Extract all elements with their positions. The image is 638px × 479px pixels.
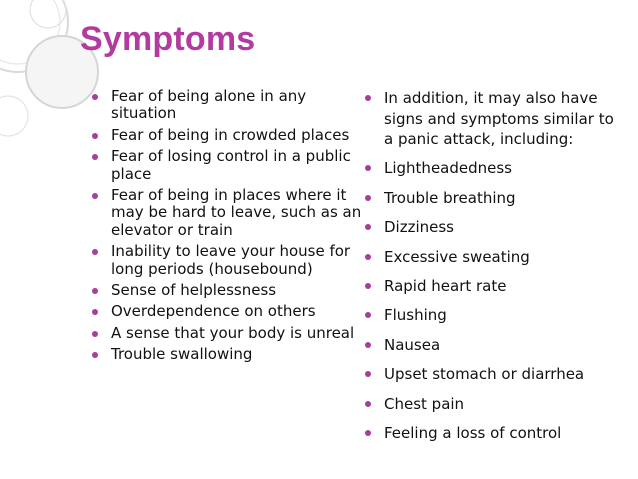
list-item-text: In addition, it may also have signs and symptoms similar to a panic attack, including: xyxy=(384,89,614,148)
bullet-icon xyxy=(92,352,98,358)
list-item-text: Lightheadedness xyxy=(384,159,512,178)
bullet-icon xyxy=(365,283,371,289)
list-item-text: Flushing xyxy=(384,306,447,325)
right-bullet-list xyxy=(365,88,620,452)
bullet-icon xyxy=(365,371,371,377)
list-item xyxy=(92,127,362,144)
bullet-icon xyxy=(92,309,98,315)
bullet-icon xyxy=(365,254,371,260)
list-item xyxy=(92,325,362,342)
slide-title: Symptoms xyxy=(80,20,256,58)
list-item xyxy=(365,335,620,356)
bullet-icon xyxy=(365,342,371,348)
list-item xyxy=(365,158,620,179)
list-item xyxy=(92,303,362,320)
list-item xyxy=(92,148,362,183)
list-item xyxy=(365,305,620,326)
list-item xyxy=(92,88,362,123)
bullet-icon xyxy=(92,193,98,199)
bullet-icon xyxy=(365,224,371,230)
list-item-text: Trouble swallowing xyxy=(111,345,253,364)
list-item xyxy=(365,188,620,209)
bullet-icon xyxy=(365,430,371,436)
list-item xyxy=(365,247,620,268)
bullet-icon xyxy=(92,154,98,160)
list-item xyxy=(365,394,620,415)
list-item-text: Feeling a loss of control xyxy=(384,423,562,442)
left-bullet-list xyxy=(92,88,362,368)
list-item-text: Fear of losing control in a public place xyxy=(111,147,351,183)
list-item-text: Inability to leave your house for long periods (housebound) xyxy=(111,242,351,278)
list-item-text: Fear of being in places where it may be hard to leave, such as an elevator or train xyxy=(111,186,362,239)
list-item-text: Dizziness xyxy=(384,218,454,237)
bullet-icon xyxy=(92,331,98,337)
bullet-icon xyxy=(92,249,98,255)
bullet-icon xyxy=(92,94,98,100)
list-item xyxy=(365,276,620,297)
list-item-text: Rapid heart rate xyxy=(384,276,507,295)
bullet-icon xyxy=(365,95,371,101)
list-item xyxy=(365,217,620,238)
list-item-text: Chest pain xyxy=(384,394,465,413)
list-item-text: Fear of being in crowded places xyxy=(111,125,350,144)
list-item-text: Upset stomach or diarrhea xyxy=(384,365,585,384)
list-item-text: Overdependence on others xyxy=(111,302,316,321)
list-item-text: Trouble breathing xyxy=(384,188,516,207)
bullet-icon xyxy=(365,401,371,407)
list-item xyxy=(365,364,620,385)
bullet-icon xyxy=(365,312,371,318)
bullet-icon xyxy=(92,133,98,139)
list-item-text: Sense of helplessness xyxy=(111,281,277,300)
list-item-text: A sense that your body is unreal xyxy=(111,323,355,342)
bullet-icon xyxy=(92,288,98,294)
list-item xyxy=(365,88,620,150)
list-item xyxy=(92,282,362,299)
bullet-icon xyxy=(365,195,371,201)
list-item-text: Excessive sweating xyxy=(384,247,530,266)
list-item xyxy=(92,346,362,363)
list-item xyxy=(365,423,620,444)
list-item-text: Nausea xyxy=(384,335,441,354)
list-item xyxy=(92,243,362,278)
bullet-icon xyxy=(365,165,371,171)
list-item xyxy=(92,187,362,239)
list-item-text: Fear of being alone in any situation xyxy=(111,87,307,123)
